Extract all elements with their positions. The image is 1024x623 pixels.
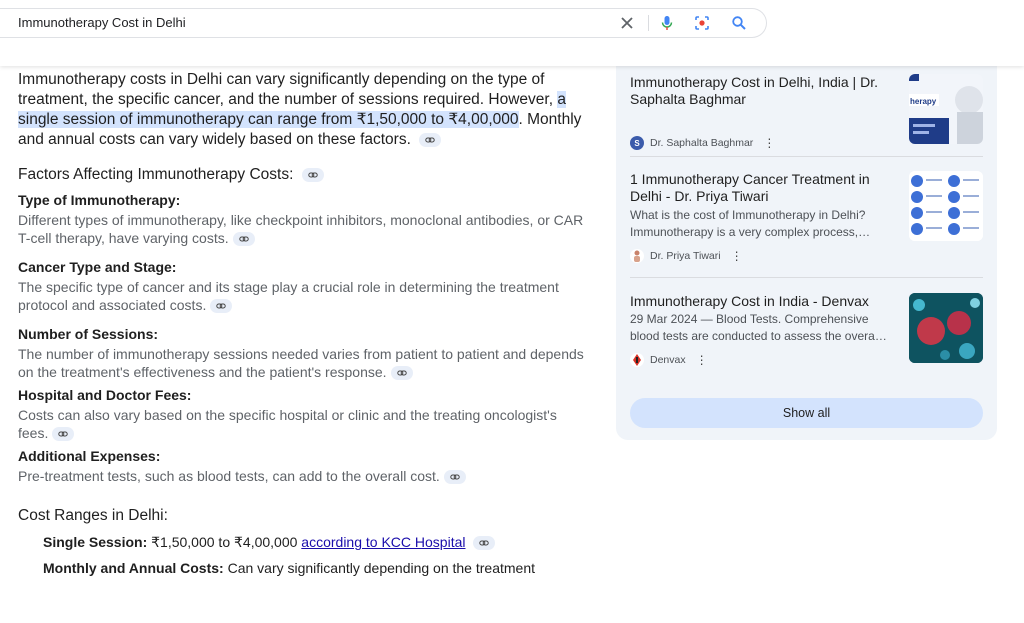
top-bar [0,0,1024,66]
person-icon [630,249,644,263]
source-meta [630,136,775,150]
source-title[interactable]: Immunotherapy Cost in India - Denvax [630,293,869,309]
source-name: Denvax [650,354,686,366]
more-options-icon[interactable]: ⋮ [730,249,743,263]
denvax-logo-icon [630,353,644,367]
factor-item [18,387,588,442]
search-box[interactable] [0,8,767,38]
source-card[interactable] [630,74,983,150]
factor-title: Type of Immunotherapy: [18,192,181,208]
link-icon[interactable] [210,299,232,313]
source-card[interactable] [630,293,983,375]
factor-title: Hospital and Doctor Fees: [18,387,192,403]
link-icon[interactable] [391,366,413,380]
link-icon[interactable] [302,168,324,182]
more-options-icon[interactable]: ⋮ [695,353,708,367]
factor-text: The specific type of cancer and its stage play a crucial role in determining the treatment protocol and associated costs. [18,279,559,313]
source-favicon: S [630,136,644,150]
link-icon[interactable] [233,232,255,246]
range-text: Can vary significantly depending on the treatment [227,560,535,576]
link-icon[interactable] [52,427,74,441]
factors-heading-text: Factors Affecting Immunotherapy Costs: [18,166,294,183]
more-options-icon[interactable]: ⋮ [763,136,776,150]
lens-icon[interactable] [692,13,712,33]
source-snippet: What is the cost of Immunotherapy in Delhi? Immunotherapy is a very complex process,… [630,208,871,239]
factor-text: Costs can also vary based on the specific hospital or clinic and the treating oncologist's fees. [18,407,557,441]
factor-text: Pre-treatment tests, such as blood tests, can add to the overall cost. [18,467,588,485]
intro-text-end: . Monthly and annual costs can vary widely based on these factors. [18,111,582,148]
source-meta [630,353,708,367]
source-title[interactable]: 1 Immunotherapy Cancer Treatment in Delhi - Dr. Priya Tiwari [630,171,870,204]
factor-title: Cancer Type and Stage: [18,259,177,275]
intro-highlight: a single session of immunotherapy can range from ₹1,50,000 to ₹4,00,000 [18,91,566,128]
link-icon[interactable] [473,536,495,550]
search-icon[interactable] [729,13,749,33]
range-label: Monthly and Annual Costs: [43,560,224,576]
range-text: ₹1,50,000 to ₹4,00,000 [151,534,302,550]
sources-panel [616,64,997,440]
factor-item [18,192,588,247]
factor-title: Number of Sessions: [18,326,159,342]
factor-text: The number of immunotherapy sessions needed varies from patient to patient and depends on the treatment's effectiveness and the patient's response. [18,346,584,380]
source-snippet: 29 Mar 2024 — Blood Tests. Comprehensive blood tests are conducted to assess the overa… [630,312,887,343]
range-item [43,559,588,577]
source-thumbnail[interactable] [909,171,983,241]
search-separator [648,15,649,31]
source-thumbnail[interactable] [909,293,983,363]
microphone-icon[interactable] [657,13,677,33]
source-name: Dr. Saphalta Baghmar [650,137,754,149]
factor-text: Different types of immunotherapy, like checkpoint inhibitors, monoclonal antibodies, or CAR T-cell therapy, have varying costs. [18,212,584,246]
link-icon[interactable] [419,133,441,147]
factor-item [18,326,588,381]
ai-overview [18,70,588,585]
intro-text-start: Immunotherapy costs in Delhi can vary significantly depending on the type of treatment, the specific cancer, and the number of sessions required. However, [18,71,558,108]
factor-item [18,259,588,314]
intro-paragraph [18,70,588,150]
factor-item [18,448,588,485]
divider [630,277,983,278]
source-title[interactable]: Immunotherapy Cost in Delhi, India | Dr. Saphalta Baghmar [630,74,878,107]
ranges-heading: Cost Ranges in Delhi: [18,507,168,524]
range-label: Single Session: [43,534,148,550]
show-all-button[interactable]: Show all [630,398,983,428]
source-meta [630,249,743,263]
source-card[interactable] [630,171,983,261]
range-item [43,533,588,551]
factor-title: Additional Expenses: [18,448,161,464]
close-icon[interactable] [617,13,637,33]
kcc-hospital-link[interactable]: according to KCC Hospital [301,534,466,550]
source-name: Dr. Priya Tiwari [650,250,721,262]
factors-heading [18,166,588,184]
divider [630,156,983,157]
source-thumbnail[interactable] [909,74,983,144]
link-icon[interactable] [444,470,466,484]
svg-text:herapy: herapy [910,97,937,106]
search-input[interactable]: Immunotherapy Cost in Delhi [18,15,186,30]
